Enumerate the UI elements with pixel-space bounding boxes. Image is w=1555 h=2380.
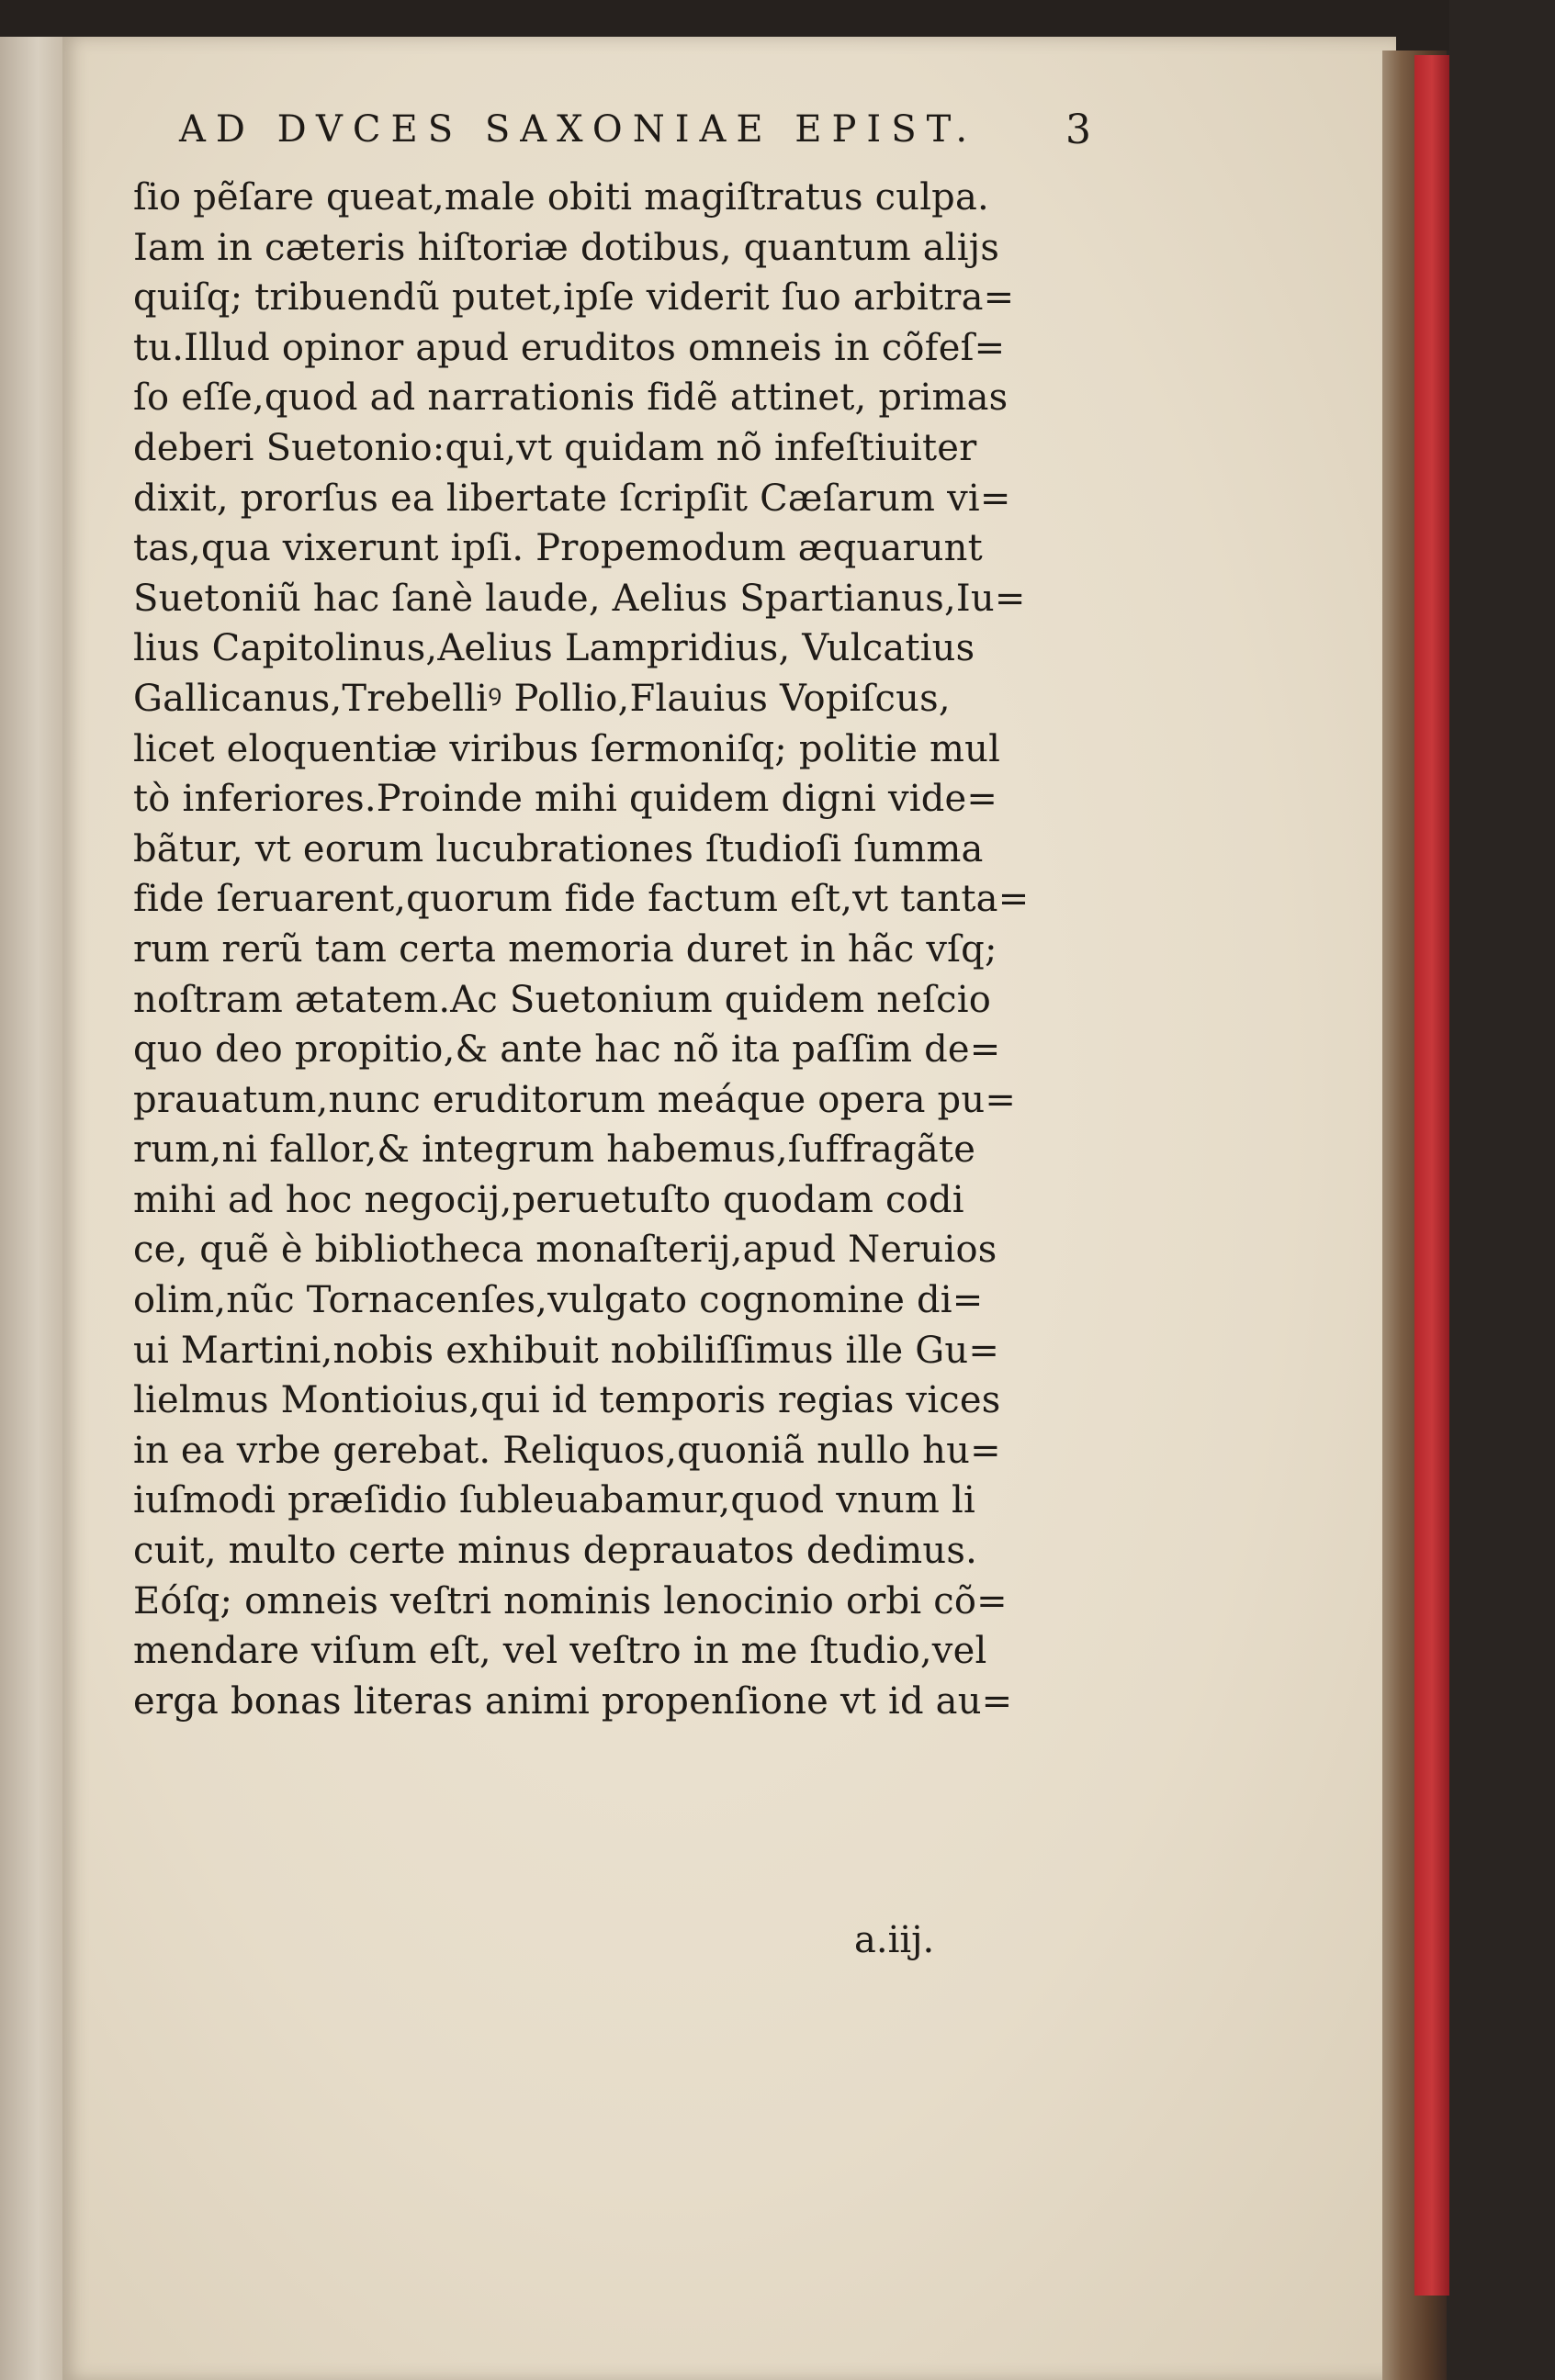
text-line: ſio pẽſare queat,male obiti magiſtratus culpa. [133,176,989,219]
right-dark-margin [1449,0,1555,2380]
text-line: olim,nũc Tornacenſes,vulgato cognomine di= [133,1279,984,1322]
red-page-edge [1414,55,1449,2296]
text-line: iuſmodi præſidio ſubleuabamur,quod vnum li [133,1479,975,1522]
text-line: bãtur, vt eorum lucubrationes ſtudioſi ſumma [133,827,984,870]
text-line: ſo eſſe,quod ad narrationis fidẽ attinet, primas [133,376,1008,420]
text-line: in ea vrbe gerebat. Reliquos,quoniã nullo hu= [133,1429,1001,1472]
text-line: Suetoniũ hac ſanè laude, Aelius Spartianus,Iu= [133,577,1026,620]
text-line: mihi ad hoc negocij,peruetuſto quodam codi [133,1178,964,1221]
text-line: Gallicanus,Trebelliꝰ Pollio,Flauius Vopiſcus, [133,677,951,720]
text-line: lielmus Montioius,qui id temporis regias vices [133,1379,1001,1422]
text-line: ui Martini,nobis exhibuit nobiliſſimus ille Gu= [133,1329,1000,1372]
text-line: erga bonas literas animi propenſione vt id au= [133,1679,1013,1723]
text-line: lius Capitolinus,Aelius Lampridius, Vulcatius [133,627,975,670]
text-line: tò inferiores.Proinde mihi quidem digni vide= [133,778,998,821]
text-line: tu.Illud opinor apud eruditos omneis in cõfeſ= [133,326,1006,369]
text-line: dixit, prorſus ea libertate ſcripſit Cæſarum vi= [133,477,1011,520]
text-line: cuit, multo certe minus deprauatos dedimus. [133,1530,978,1573]
text-line: quo deo propitio,& ante hac nõ ita paſſim de= [133,1028,1001,1072]
signature-mark: a.iij. [854,1919,935,1961]
body-text [133,173,1084,1726]
text-line: licet eloquentiæ viribus ſermoniſq; politie mul [133,727,1001,770]
running-title: AD DVCES SAXONIAE EPIST. [179,108,978,151]
text-line: Iam in cæteris hiſtoriæ dotibus, quantum alijs [133,226,1000,269]
text-line: ce, quẽ è bibliotheca monaſterij,apud Neruios [133,1229,997,1272]
text-line: prauatum,nunc eruditorum meáque opera pu= [133,1078,1017,1121]
text-line: tas,qua vixerunt ipſi. Propemodum æquarunt [133,527,983,570]
text-line: quiſq; tribuendũ putet,ipſe viderit ſuo arbitra= [133,276,1015,320]
page-number: 3 [1065,107,1091,153]
text-line: mendare viſum eſt, vel veſtro in me ſtudio,vel [133,1630,987,1673]
text-line: rum rerũ tam certa memoria duret in hãc vſq; [133,927,997,971]
facing-page-edge [0,37,69,2380]
text-line: noſtram ætatem.Ac Suetonium quidem neſcio [133,978,992,1021]
text-line: fide ſeruarent,quorum fide factum eſt,vt tanta= [133,878,1030,921]
text-line: rum,ni fallor,& integrum habemus,ſuffragãte [133,1128,976,1172]
text-line: Eóſq; omneis veſtri nominis lenocinio orbi cõ= [133,1579,1008,1622]
text-line: deberi Suetonio:qui,vt quidam nõ infeſtiuiter [133,426,977,469]
